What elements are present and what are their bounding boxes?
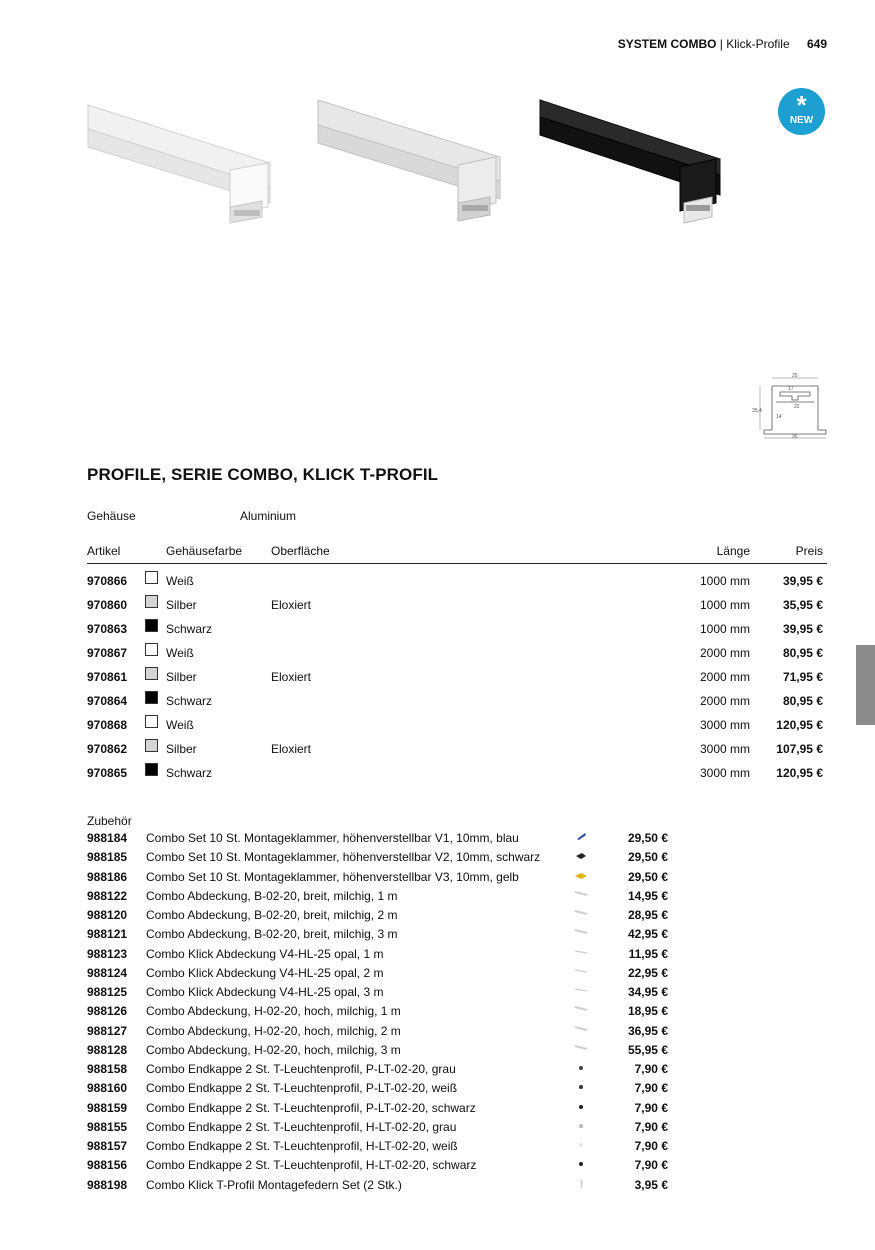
color-swatch	[145, 643, 158, 656]
accessory-description: Combo Abdeckung, H-02-20, hoch, milchig, 3 m	[146, 1042, 401, 1057]
accessory-description: Combo Endkappe 2 St. T-Leuchtenprofil, P-LT-02-20, schwarz	[146, 1100, 476, 1115]
clip-black-icon	[574, 848, 588, 862]
cover-icon	[574, 1002, 588, 1016]
length: 1000 mm	[699, 574, 750, 588]
accessory-article: 988184	[87, 831, 128, 845]
accessory-price: 29,50 €	[627, 831, 668, 845]
dim-label: 35,4	[752, 408, 762, 414]
article-number: 970864	[87, 694, 128, 708]
endcap-white-icon	[574, 1137, 588, 1151]
housing-value: Aluminium	[240, 509, 297, 523]
table-row	[87, 571, 827, 591]
section-title: SYSTEM COMBO	[617, 37, 717, 51]
accessory-row	[87, 1176, 687, 1194]
accessory-article: 988126	[87, 1004, 128, 1019]
accessory-price: 7,90 €	[634, 1081, 668, 1096]
accessory-article: 988155	[87, 1119, 128, 1134]
length: 3000 mm	[699, 742, 750, 756]
price: 120,95 €	[776, 718, 823, 732]
dim-label: 14	[776, 414, 782, 420]
accessory-row	[87, 1041, 687, 1059]
housing-color: Weiß	[166, 646, 194, 660]
accessory-description: Combo Set 10 St. Montageklammer, höhenverstellbar V3, 10mm, gelb	[146, 869, 519, 884]
page-header	[618, 37, 827, 51]
accessory-article: 988127	[87, 1023, 128, 1038]
color-swatch	[145, 667, 158, 680]
accessory-price: 42,95 €	[627, 927, 668, 942]
profile-image-black	[540, 100, 720, 223]
clip-blue-icon	[574, 829, 588, 843]
asterisk-icon: *	[796, 90, 807, 120]
accessory-article: 988128	[87, 1042, 128, 1057]
cover-icon	[574, 1022, 588, 1036]
housing-label: Gehäuse	[87, 509, 136, 523]
accessory-price: 7,90 €	[634, 1100, 668, 1115]
product-images	[80, 95, 740, 235]
spring-icon	[574, 1176, 588, 1190]
table-row	[87, 763, 827, 783]
accessory-price: 7,90 €	[634, 1119, 668, 1134]
accessory-article: 988156	[87, 1158, 128, 1173]
accessory-row	[87, 868, 687, 886]
accessory-price: 11,95 €	[628, 946, 668, 961]
profile-image-silver	[318, 100, 500, 221]
housing-color: Schwarz	[166, 694, 213, 708]
accessory-row	[87, 1079, 687, 1097]
header-surface: Oberfläche	[271, 544, 330, 558]
dim-label: 35	[792, 434, 798, 440]
housing-color: Silber	[166, 742, 197, 756]
length: 3000 mm	[699, 766, 750, 780]
accessory-article: 988125	[87, 985, 128, 999]
accessory-description: Combo Set 10 St. Montageklammer, höhenverstellbar V1, 10mm, blau	[146, 831, 519, 845]
price: 107,95 €	[776, 742, 823, 756]
table-header	[87, 544, 827, 564]
accessory-price: 18,95 €	[627, 1004, 668, 1019]
accessory-description: Combo Klick Abdeckung V4-HL-25 opal, 3 m	[146, 985, 384, 999]
accessory-article: 988158	[87, 1062, 128, 1076]
accessory-price: 36,95 €	[627, 1023, 668, 1038]
accessory-article: 988186	[87, 869, 128, 884]
cover-thin-icon	[574, 983, 588, 997]
article-number: 970863	[87, 622, 128, 636]
new-badge-label: NEW	[789, 115, 814, 126]
table-row	[87, 715, 827, 735]
page-number: 649	[806, 37, 827, 51]
surface: Eloxiert	[271, 670, 312, 684]
accessory-row	[87, 1156, 687, 1174]
table-row	[87, 667, 827, 687]
accessory-row	[87, 945, 687, 963]
table-row	[87, 619, 827, 639]
accessory-row	[87, 1099, 687, 1117]
price: 71,95 €	[782, 670, 823, 684]
accessory-row	[87, 983, 687, 1001]
accessory-description: Combo Endkappe 2 St. T-Leuchtenprofil, H-LT-02-20, schwarz	[146, 1158, 477, 1173]
accessory-price: 3,95 €	[634, 1177, 668, 1192]
accessory-description: Combo Abdeckung, H-02-20, hoch, milchig, 1 m	[146, 1004, 401, 1019]
subsection-title: Klick-Profile	[726, 37, 790, 51]
accessory-article: 988122	[87, 888, 128, 903]
length: 2000 mm	[699, 670, 750, 684]
cover-thin-icon	[574, 945, 588, 959]
accessory-description: Combo Endkappe 2 St. T-Leuchtenprofil, P-LT-02-20, weiß	[146, 1081, 458, 1096]
accessory-article: 988123	[87, 946, 128, 961]
endcap-dark-icon	[574, 1079, 588, 1093]
header-length: Länge	[716, 544, 750, 558]
accessory-price: 28,95 €	[627, 908, 668, 922]
accessory-row	[87, 848, 687, 866]
article-number: 970862	[87, 742, 128, 756]
accessory-row	[87, 1060, 687, 1078]
accessory-row	[87, 1022, 687, 1040]
article-number: 970867	[87, 646, 128, 660]
endcap-grey-icon	[574, 1060, 588, 1074]
accessory-row	[87, 964, 687, 982]
header-separator: |	[719, 37, 723, 51]
accessory-description: Combo Abdeckung, B-02-20, breit, milchig, 3 m	[146, 927, 398, 942]
accessory-description: Combo Endkappe 2 St. T-Leuchtenprofil, H-LT-02-20, weiß	[146, 1139, 458, 1153]
accessory-description: Combo Abdeckung, H-02-20, hoch, milchig, 2 m	[146, 1023, 401, 1038]
accessory-price: 55,95 €	[627, 1042, 668, 1057]
housing-color: Silber	[166, 598, 197, 612]
color-swatch	[145, 595, 158, 608]
accessory-article: 988198	[87, 1177, 128, 1192]
color-swatch	[145, 763, 158, 776]
accessory-price: 14,95 €	[627, 888, 668, 903]
accessory-row	[87, 1002, 687, 1020]
price: 39,95 €	[782, 574, 823, 588]
housing-color: Weiß	[166, 718, 194, 732]
housing-color: Schwarz	[166, 766, 213, 780]
table-row	[87, 691, 827, 711]
price: 120,95 €	[776, 766, 823, 780]
accessory-price: 34,95 €	[627, 985, 668, 999]
accessory-price: 22,95 €	[627, 965, 668, 980]
accessory-description: Combo Endkappe 2 St. T-Leuchtenprofil, H-LT-02-20, grau	[146, 1119, 457, 1134]
accessory-row	[87, 829, 687, 847]
accessory-article: 988157	[87, 1139, 128, 1153]
housing-color: Silber	[166, 670, 197, 684]
housing-color: Weiß	[166, 574, 194, 588]
technical-drawing	[752, 372, 830, 440]
housing-color: Schwarz	[166, 622, 213, 636]
price: 35,95 €	[782, 598, 823, 612]
article-number: 970861	[87, 670, 128, 684]
color-swatch	[145, 571, 158, 584]
price: 39,95 €	[782, 622, 823, 636]
table-row	[87, 595, 827, 615]
cover-icon	[574, 1041, 588, 1055]
accessory-description: Combo Endkappe 2 St. T-Leuchtenprofil, P-LT-02-20, grau	[146, 1062, 456, 1076]
endcap-black-icon	[574, 1156, 588, 1170]
new-badge	[778, 88, 825, 135]
color-swatch	[145, 691, 158, 704]
accessory-price: 29,50 €	[627, 869, 668, 884]
cover-icon	[574, 906, 588, 920]
accessory-row	[87, 925, 687, 943]
accessory-description: Combo Klick Abdeckung V4-HL-25 opal, 2 m	[146, 965, 384, 980]
product-title: PROFILE, SERIE COMBO, KLICK T-PROFIL	[87, 465, 439, 484]
accessory-article: 988160	[87, 1081, 128, 1096]
table-row	[87, 643, 827, 663]
article-number: 970868	[87, 718, 128, 732]
accessory-price: 29,50 €	[627, 850, 668, 865]
accessory-description: Combo Set 10 St. Montageklammer, höhenverstellbar V2, 10mm, schwarz	[146, 850, 541, 865]
article-number: 970865	[87, 766, 128, 780]
length: 2000 mm	[699, 646, 750, 660]
clip-yellow-icon	[574, 868, 588, 882]
cover-icon	[574, 887, 588, 901]
accessory-row	[87, 887, 687, 905]
color-swatch	[145, 715, 158, 728]
length: 1000 mm	[699, 622, 750, 636]
length: 2000 mm	[699, 694, 750, 708]
accessory-row	[87, 1137, 687, 1155]
accessory-article: 988159	[87, 1100, 128, 1115]
cover-icon	[574, 925, 588, 939]
article-number: 970860	[87, 598, 128, 612]
length: 3000 mm	[699, 718, 750, 732]
price: 80,95 €	[782, 694, 823, 708]
price: 80,95 €	[782, 646, 823, 660]
accessory-description: Combo Klick T-Profil Montagefedern Set (2 Stk.)	[146, 1177, 402, 1192]
accessory-article: 988185	[87, 850, 128, 865]
surface: Eloxiert	[271, 598, 312, 612]
accessory-description: Combo Abdeckung, B-02-20, breit, milchig, 1 m	[146, 888, 398, 903]
accessory-price: 7,90 €	[634, 1062, 668, 1076]
header-color: Gehäusefarbe	[166, 544, 243, 558]
dim-label: 25	[792, 373, 798, 379]
cover-thin-icon	[574, 964, 588, 978]
accessory-description: Combo Abdeckung, B-02-20, breit, milchig, 2 m	[146, 908, 398, 922]
accessories-title: Zubehör	[87, 814, 132, 828]
endcap-light-icon	[574, 1118, 588, 1132]
surface: Eloxiert	[271, 742, 312, 756]
color-swatch	[145, 739, 158, 752]
endcap-black-icon	[574, 1099, 588, 1113]
accessory-row	[87, 906, 687, 924]
chapter-tab	[856, 645, 875, 725]
accessory-row	[87, 1118, 687, 1136]
dim-label: 22	[794, 404, 800, 410]
profile-image-white	[88, 105, 270, 223]
table-row	[87, 739, 827, 759]
header-price: Preis	[795, 544, 823, 558]
accessory-article: 988121	[87, 927, 128, 942]
accessory-description: Combo Klick Abdeckung V4-HL-25 opal, 1 m	[146, 946, 384, 961]
accessory-article: 988124	[87, 965, 128, 980]
length: 1000 mm	[699, 598, 750, 612]
header-article: Artikel	[87, 544, 121, 558]
accessory-price: 7,90 €	[634, 1139, 668, 1153]
article-number: 970866	[87, 574, 128, 588]
accessory-price: 7,90 €	[634, 1158, 668, 1173]
dim-label: 17	[788, 386, 794, 392]
color-swatch	[145, 619, 158, 632]
accessory-article: 988120	[87, 908, 128, 922]
